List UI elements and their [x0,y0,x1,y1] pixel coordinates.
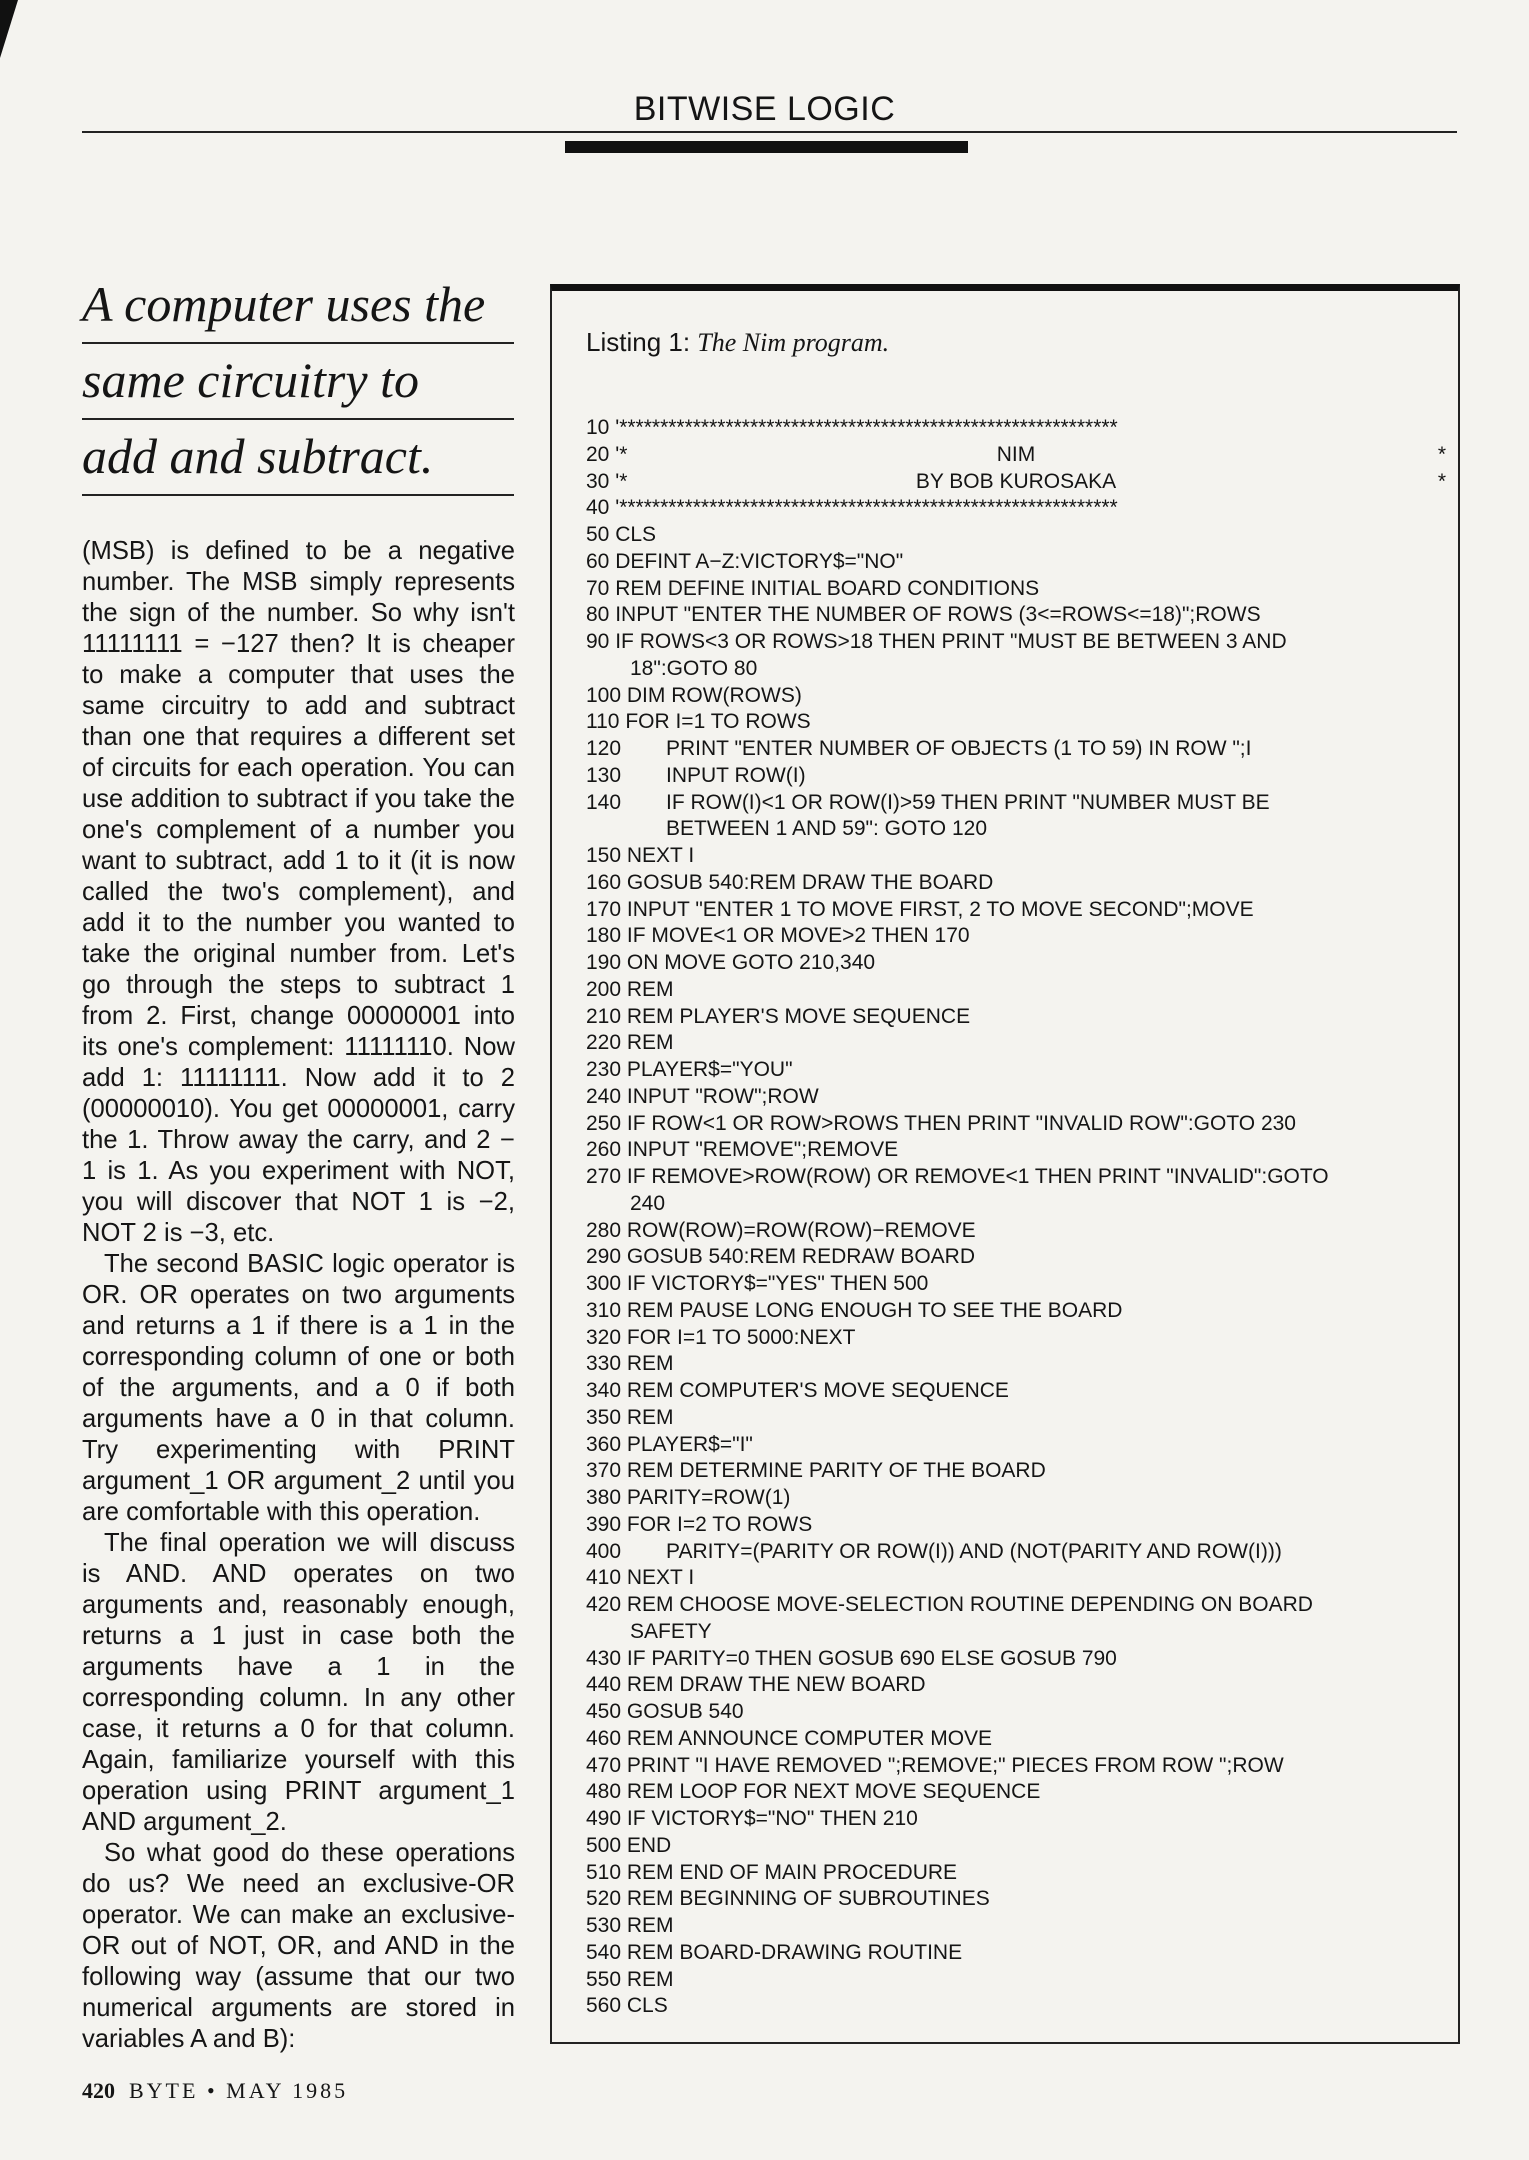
code-line: 290 GOSUB 540:REM REDRAW BOARD [586,1245,975,1269]
code-line: 380 PARITY=ROW(1) [586,1486,791,1509]
code-line: 360 PLAYER$="I" [586,1432,753,1456]
code-line [586,763,1446,790]
code-line: 220 REM [586,1031,674,1055]
code-listing [586,415,1446,2020]
code-line: 550 REM [586,1967,674,1991]
code-line [586,469,1446,496]
code-line: 440 REM DRAW THE NEW BOARD [586,1673,926,1697]
code-line: 450 GOSUB 540 [586,1700,744,1723]
code-line-number: 400 [586,1539,622,1563]
header-rule [82,131,1457,133]
code-line [586,1539,1446,1566]
page-number: 420 [82,2078,115,2103]
listing-author: BY BOB KUROSAKA [915,469,1117,493]
code-line: 270 IF REMOVE>ROW(ROW) OR REMOVE<1 THEN PRINT "INVALID":GOTO [586,1165,1329,1188]
code-line [586,442,1446,469]
listing-title-prefix: Listing 1: [586,327,698,357]
code-line-continuation: 18":GOTO 80 [630,656,758,680]
code-line: 500 END [586,1833,672,1857]
code-line-number: 30 '* [586,469,628,493]
code-line: 160 GOSUB 540:REM DRAW THE BOARD [586,870,994,894]
code-line: 40 '************************************************************* [586,496,1118,520]
code-star-border: * [1437,469,1446,493]
listing-title [586,327,889,358]
code-line: 490 IF VICTORY$="NO" THEN 210 [586,1807,918,1830]
pull-quote [82,274,514,502]
body-paragraph: (MSB) is defined to be a negative number. The MSB simply represents the sign of the number. So why isn't 11111111 = −127 then? It is cheaper to make a computer that uses the same circuitry to add and subtract than one that requires a different set of circuits for each operation. You can use addition to subtract if you take the one's complement of a number you want to subtract, add 1 to it (it is now called the two's complement), and add it to the number you wanted to take the original number from. Let's go through the steps to subtract 1 from 2. First, change 00000001 into its one's complement: 11111110. Now add 1: 11111111. Now add it to 2 (00000010). You get 00000001, carry the 1. Throw away the carry, and 2 − 1 is 1. As you experiment with NOT, you will discover that NOT 1 is −2, NOT 2 is −3, etc. [82,537,515,1247]
code-line: 180 IF MOVE<1 OR MOVE>2 THEN 170 [586,924,970,948]
body-paragraph: So what good do these operations do us? We need an exclusive-OR operator. We can make an exclusive-OR out of NOT, OR, and AND in the following way (assume that our two numerical arguments are stored in variables A and B): [82,1839,515,2053]
code-line-continuation: 240 [630,1191,666,1215]
code-line: 300 IF VICTORY$="YES" THEN 500 [586,1272,929,1295]
code-line-continuation: BETWEEN 1 AND 59": GOTO 120 [666,817,988,841]
code-line: 200 REM [586,977,674,1001]
body-paragraph: The second BASIC logic operator is OR. OR operates on two arguments and returns a 1 if there is a 1 in the corresponding column of one or both of the arguments, and a 0 if both arguments have a 0 in that column. Try experimenting with PRINT argument_1 OR argument_2 until you are comfortable with this operation. [82,1250,515,1526]
code-line: 390 FOR I=2 TO ROWS [586,1512,813,1536]
code-line: 240 INPUT "ROW";ROW [586,1084,819,1108]
code-line: 410 NEXT I [586,1566,695,1590]
code-statement: INPUT ROW(I) [666,763,806,787]
code-line: 310 REM PAUSE LONG ENOUGH TO SEE THE BOARD [586,1298,1123,1322]
corner-crop-mark [0,0,18,58]
code-line: 150 NEXT I [586,844,695,867]
code-line: 280 ROW(ROW)=ROW(ROW)−REMOVE [586,1218,976,1242]
listing-title-name: The Nim program. [697,328,890,357]
code-line: 530 REM [586,1914,674,1937]
code-line: 480 REM LOOP FOR NEXT MOVE SEQUENCE [586,1780,1041,1804]
code-line-number: 130 [586,763,622,787]
code-line: 330 REM [586,1352,674,1376]
pull-quote-line: A computer uses the [82,274,514,344]
code-line-number: 20 '* [586,442,628,466]
code-line: 560 CLS [586,1994,668,2018]
pull-quote-line: same circuitry to [82,350,514,420]
code-statement: IF ROW(I)<1 OR ROW(I)>59 THEN PRINT "NUMBER MUST BE [666,790,1270,814]
magazine-issue: BYTE • MAY 1985 [129,2078,349,2103]
code-line: 470 PRINT "I HAVE REMOVED ";REMOVE;" PIECES FROM ROW ";ROW [586,1753,1284,1777]
page-footer [82,2078,348,2104]
body-text-column [82,536,515,2055]
code-line: 10 '************************************************************* [586,416,1118,439]
code-line: 60 DEFINT A−Z:VICTORY$="NO" [586,549,904,573]
code-line: 350 REM [586,1405,674,1429]
code-line: 370 REM DETERMINE PARITY OF THE BOARD [586,1459,1046,1483]
code-line-number: 120 [586,737,622,760]
code-line: 110 FOR I=1 TO ROWS [586,710,811,734]
code-line: 510 REM END OF MAIN PROCEDURE [586,1860,958,1884]
code-line: 70 REM DEFINE INITIAL BOARD CONDITIONS [586,576,1040,600]
code-line: 260 INPUT "REMOVE";REMOVE [586,1138,899,1162]
code-line: 190 ON MOVE GOTO 210,340 [586,951,876,974]
code-line: 250 IF ROW<1 OR ROW>ROWS THEN PRINT "INVALID ROW":GOTO 230 [586,1111,1296,1135]
code-line: 50 CLS [586,523,657,546]
code-line: 340 REM COMPUTER'S MOVE SEQUENCE [586,1379,1009,1402]
code-line [586,736,1446,763]
code-line: 100 DIM ROW(ROWS) [586,683,802,707]
listing-box [550,284,1460,2044]
code-line: 210 REM PLAYER'S MOVE SEQUENCE [586,1004,971,1028]
code-line: 460 REM ANNOUNCE COMPUTER MOVE [586,1726,993,1750]
listing-program-name: NIM [996,442,1036,466]
code-line: 420 REM CHOOSE MOVE-SELECTION ROUTINE DEPENDING ON BOARD [586,1593,1313,1616]
code-line [586,790,1446,817]
code-line: 90 IF ROWS<3 OR ROWS>18 THEN PRINT "MUST BE BETWEEN 3 AND [586,630,1287,653]
code-line: 80 INPUT "ENTER THE NUMBER OF ROWS (3<=ROWS<=18)";ROWS [586,603,1261,627]
code-line-continuation: SAFETY [630,1619,712,1643]
code-line: 430 IF PARITY=0 THEN GOSUB 690 ELSE GOSUB 790 [586,1646,1117,1670]
code-line: 540 REM BOARD-DRAWING ROUTINE [586,1940,963,1964]
code-line: 230 PLAYER$="YOU" [586,1058,793,1081]
code-star-border: * [1437,442,1446,466]
code-line: 170 INPUT "ENTER 1 TO MOVE FIRST, 2 TO MOVE SECOND";MOVE [586,897,1254,921]
header-bar [565,141,968,153]
code-line-number: 140 [586,790,622,814]
code-line: 520 REM BEGINNING OF SUBROUTINES [586,1887,990,1911]
code-statement: PRINT "ENTER NUMBER OF OBJECTS (1 TO 59) IN ROW ";I [666,737,1252,760]
pull-quote-line: add and subtract. [82,426,514,496]
code-line: 320 FOR I=1 TO 5000:NEXT [586,1325,856,1349]
body-paragraph: The final operation we will discuss is AND. AND operates on two arguments and, reasonably enough, returns a 1 just in case both the arguments have a 1 in the corresponding column. In any other case, it returns a 0 for that column. Again, familiarize yourself with this operation using PRINT argument_1 AND argument_2. [82,1529,515,1836]
code-statement: PARITY=(PARITY OR ROW(I)) AND (NOT(PARITY AND ROW(I))) [666,1539,1282,1563]
running-head: BITWISE LOGIC [633,90,896,128]
